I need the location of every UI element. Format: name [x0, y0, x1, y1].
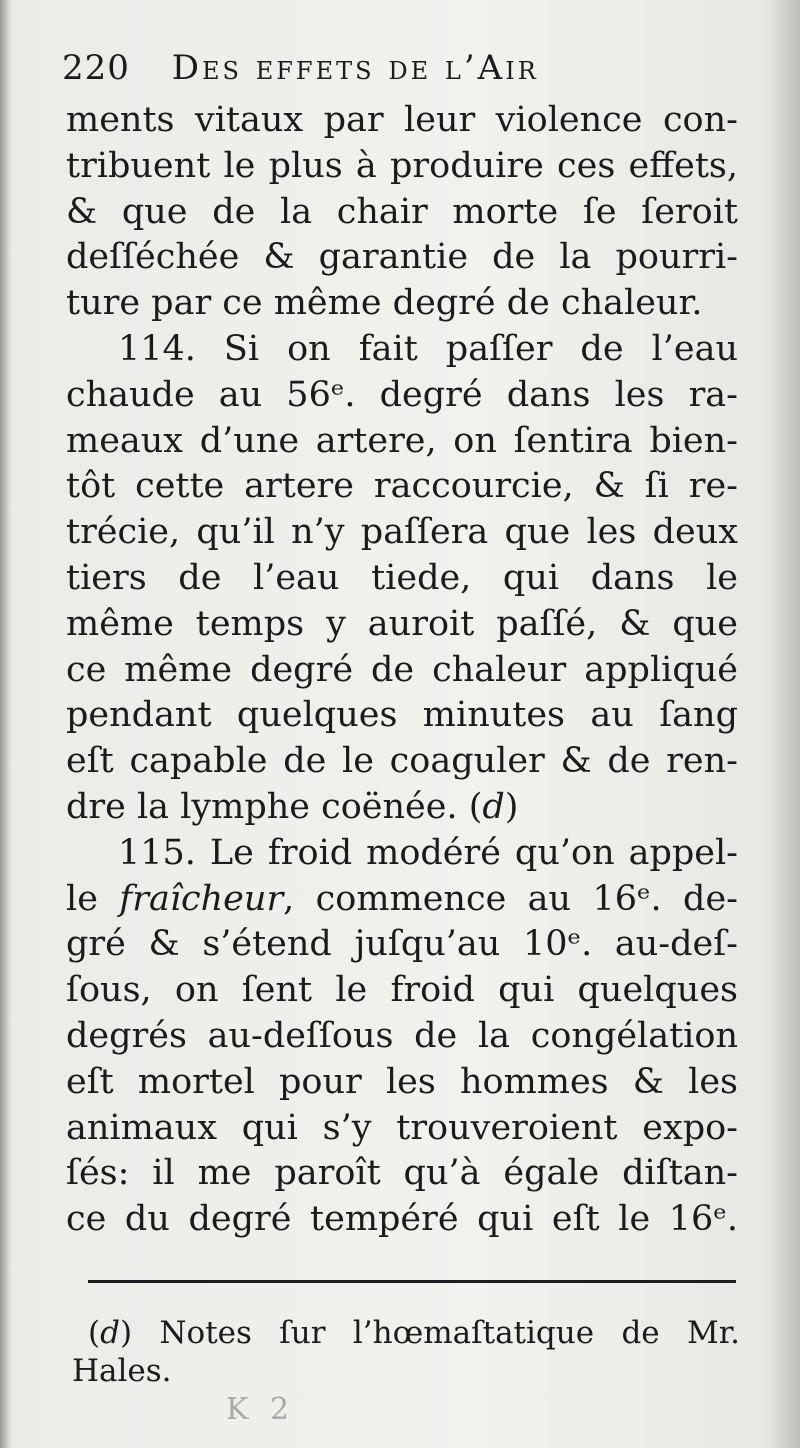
text-line: gré & s’étend juſqu’au 10ᵉ. au-deſ-	[66, 924, 738, 965]
footnote-line: Hales.	[72, 1353, 172, 1389]
text-line: ce du degré tempéré qui eſt le 16ᵉ.	[66, 1199, 738, 1240]
text-line: animaux qui s’y trouveroient expo-	[66, 1107, 738, 1148]
text-line: tribuent le plus à produire ces effets,	[66, 145, 738, 186]
text-line: meaux d’une artere, on ſentira bien-	[66, 420, 738, 461]
text-line: eſt mortel pour les hommes & les	[66, 1061, 738, 1102]
text-line: ture par ce même degré de chaleur.	[66, 283, 703, 324]
text-line: ments vitaux par leur violence con-	[66, 100, 738, 140]
footnote-line: (d) Notes ſur l’hœmaſtatique de Mr.	[88, 1315, 740, 1351]
paragraph-114-start: 114. Si on fait paſſer de l’eau	[118, 328, 738, 369]
text-line: chaude au 56ᵉ. degré dans les ra-	[66, 374, 738, 415]
footnote	[72, 1314, 740, 1390]
text-line: même temps y auroit paſſé, & que	[66, 603, 738, 644]
footnote-rule	[88, 1280, 736, 1283]
body-text	[66, 98, 738, 1243]
text-line: trécie, qu’il n’y paſſera que les deux	[66, 512, 738, 553]
text-line: ce même degré de chaleur appliqué	[66, 649, 738, 690]
text-line: dre la lymphe coënée. (d)	[66, 786, 519, 827]
text-line: degrés au-deſſous de la congélation	[66, 1015, 738, 1056]
text-line: deſſéchée & garantie de la pourri-	[66, 237, 738, 278]
paragraph-115-start: 115. Le froid modéré qu’on appel-	[118, 832, 738, 873]
page-edge-shadow	[766, 0, 800, 1448]
text-line: eſt capable de le coaguler & de ren-	[66, 741, 738, 782]
page-binding-shadow	[0, 0, 10, 1448]
page-number: 220	[62, 48, 130, 88]
text-line: & que de la chair morte ſe ſeroit	[66, 191, 738, 232]
italic-word: fraîcheur	[119, 878, 284, 919]
text-line: tiers de l’eau tiede, qui dans le	[66, 557, 738, 598]
text-line: ſés: il me paroît qu’à égale diſtan-	[66, 1153, 738, 1194]
text-line: le fraîcheur, commence au 16ᵉ. de-	[66, 878, 738, 919]
running-title: Des effets de l’Air	[171, 48, 539, 88]
footnote-marker: d	[482, 786, 505, 827]
running-head	[62, 48, 539, 88]
signature-mark: K 2	[226, 1392, 296, 1427]
text-line: pendant quelques minutes au ſang	[66, 695, 738, 736]
footnote-marker: d	[100, 1315, 120, 1351]
text-line: ſous, on ſent le froid qui quelques	[66, 970, 738, 1011]
text-line: tôt cette artere raccourcie, & ſi re-	[66, 466, 738, 507]
